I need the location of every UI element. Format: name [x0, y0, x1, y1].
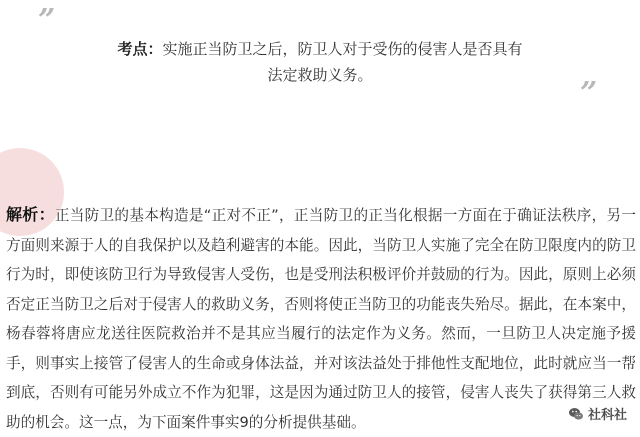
analysis-label: 解析：	[6, 205, 55, 224]
watermark	[565, 403, 630, 424]
close-quote-mark: ”	[580, 76, 596, 111]
watermark-text: 社科社	[587, 408, 627, 423]
keypoint-line2: 法定救助义务。	[267, 66, 373, 84]
wechat-icon	[568, 406, 584, 422]
keypoint-label: 考点：	[117, 40, 163, 58]
open-quote-mark: ”	[38, 3, 54, 38]
keypoint-block	[90, 36, 550, 88]
analysis-paragraph	[6, 200, 636, 437]
keypoint-line1: 实施正当防卫之后，防卫人对于受伤的侵害人是否具有	[162, 40, 523, 58]
analysis-text: 正当防卫的基本构造是“正对不正”，正当防卫的正当化根据一方面在于确证法秩序，另一方面则来源于人的自我保护以及趋利避害的本能。因此，当防卫人实施了完全在防卫限度内的防卫行为时，即使该防卫行为导致侵害人受伤，也是受刑法积极评价并鼓励的行为。因此，原则上必须否定正当防卫之后对于侵害人的救助义务，否则将使正当防卫的功能丧失殆尽。据此，在本案中，杨春蓉将唐应龙送往医院救治并不是其应当履行的法定作为义务。然而，一旦防卫人决定施予援手，则事实上接管了侵害人的生命或身体法益，并对该法益处于排他性支配地位，此时就应当一帮到底，否则有可能另外成立不作为犯罪，这是因为通过防卫人的接管，侵害人丧失了获得第三人救助的机会。这一点，为下面案件事实9的分析提供基础。	[6, 207, 636, 431]
